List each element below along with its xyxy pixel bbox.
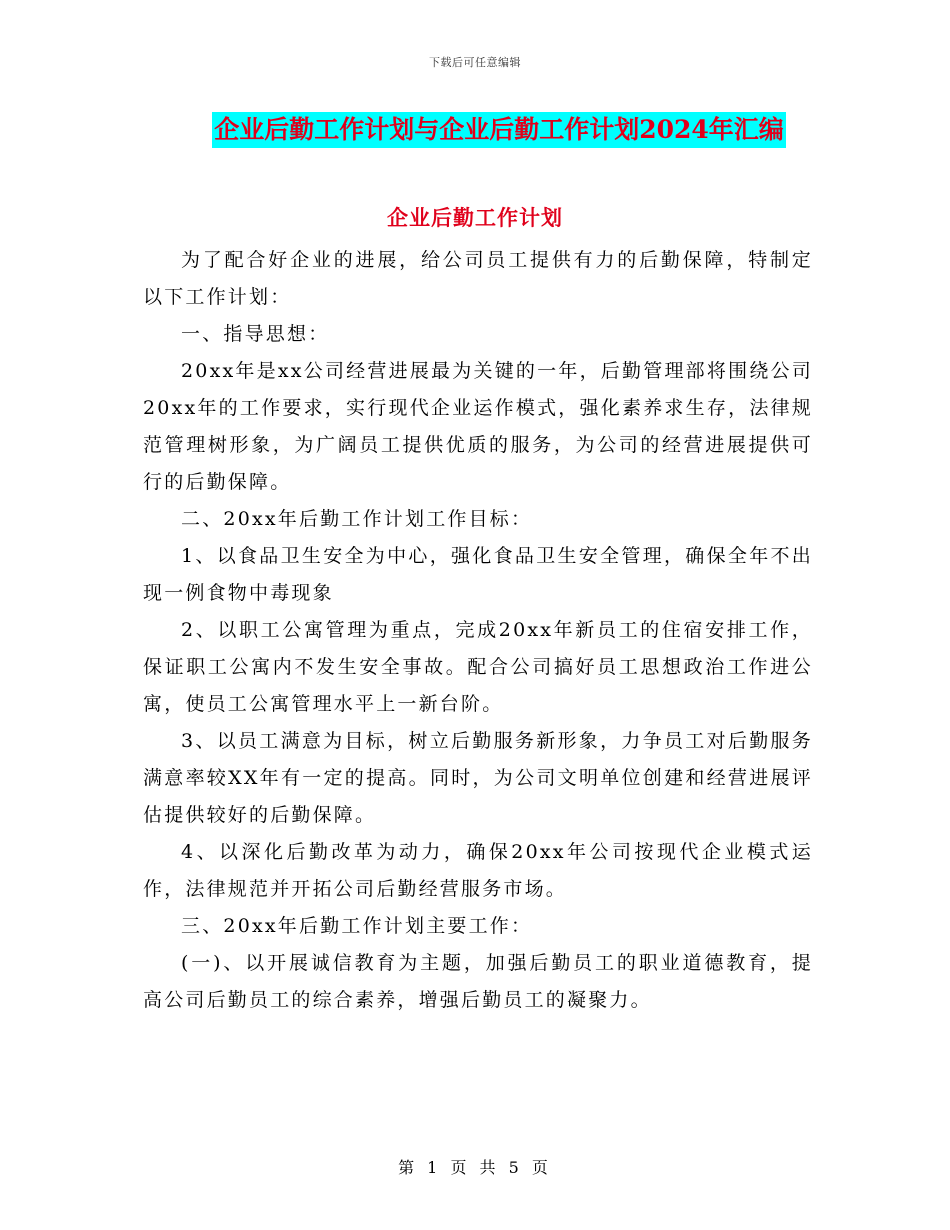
paragraph: 3、以员工满意为目标，树立后勤服务新形象，力争员工对后勤服务满意率较XX年有一定的提高。同时，为公司文明单位创建和经营进展评估提供较好的后勤保障。 (143, 730, 813, 826)
page-number-footer: 第 1 页 共 5 页 (398, 1158, 552, 1177)
paragraph: (一)、以开展诚信教育为主题，加强后勤员工的职业道德教育，提高公司后勤员工的综合素养，增强后勤员工的凝聚力。 (143, 952, 813, 1011)
paragraph: 三、20xx年后勤工作计划主要工作： (181, 915, 533, 937)
paragraph: 一、指导思想： (181, 323, 330, 345)
paragraph: 1、以食品卫生安全为中心，强化食品卫生安全管理，确保全年不出现一例食物中毒现象 (143, 545, 813, 604)
paragraph: 4、以深化后勤改革为动力，确保20xx年公司按现代企业模式运作，法律规范并开拓公司后勤经营服务市场。 (143, 841, 813, 900)
main-title: 企业后勤工作计划与企业后勤工作计划2024年汇编 (212, 112, 786, 148)
header-note: 下载后可任意编辑 (429, 56, 521, 69)
paragraph: 二、20xx年后勤工作计划工作目标： (181, 508, 533, 530)
section-title: 企业后勤工作计划 (387, 205, 563, 230)
paragraph: 2、以职工公寓管理为重点，完成20xx年新员工的住宿安排工作，保证职工公寓内不发生安全事故。配合公司搞好员工思想政治工作进公寓，使员工公寓管理水平上一新台阶。 (143, 619, 813, 715)
paragraph: 20xx年是xx公司经营进展最为关键的一年，后勤管理部将围绕公司20xx年的工作要求，实行现代企业运作模式，强化素养求生存，法律规范管理树形象，为广阔员工提供优质的服务，为公司的经营进展提供可行的后勤保障。 (143, 360, 813, 493)
paragraph: 为了配合好企业的进展，给公司员工提供有力的后勤保障，特制定以下工作计划： (143, 249, 813, 308)
main-title-wrap (0, 112, 950, 148)
body-text (143, 242, 813, 1019)
